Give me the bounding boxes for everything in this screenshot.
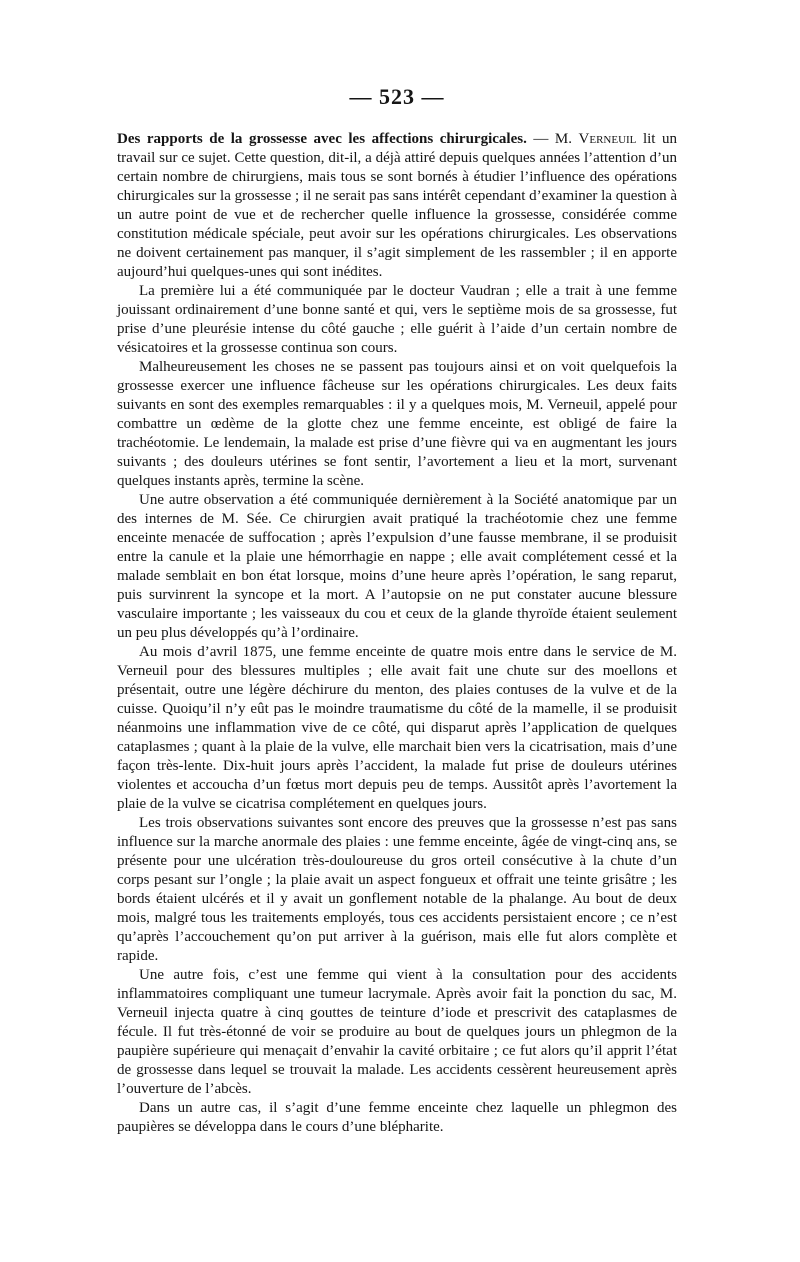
paragraph-societe-anatomique: Une autre observation a été communiquée dernièrement à la Société anatomique par un des internes de M. Sée. Ce chirurgien avait pratiqué la trachéotomie chez une femme enceinte menacée de suffocation ; après l’expulsion d’une fausse membrane, il se produisit entre la canule et la plaie une hémorrhagie en nappe ; elle avait complétement cessé et la malade semblait en bon état lorsque, moins d’une heure après l’opération, le sang reparut, puis survinrent la syncope et la mort. A l’autopsie on ne put constater aucune blessure vasculaire importante ; les vaisseaux du cou et ceux de la glande thyroïde étaient seulement un peu plus développés qu’à l’ordinaire. xyxy=(117,492,677,641)
intro-paragraph xyxy=(117,130,677,282)
section-heading: Des rapports de la grossesse avec les affections chirurgicales. xyxy=(117,131,527,147)
page-number: — 523 — xyxy=(349,84,445,109)
paragraph-vaudran: La première lui a été communiquée par le docteur Vaudran ; elle a trait à une femme jouissant ordinairement d’une bonne santé et qui, vers le septième mois de sa grossesse, fut prise d’une pleurésie intense du côté gauche ; elle guérit à l’aide d’un certain nombre de vésicatoires et la grossesse continua son cours. xyxy=(117,283,677,356)
paragraph-tracheotomy: Malheureusement les choses ne se passent pas toujours ainsi et on voit quelquefois la grossesse exercer une influence fâcheuse sur les opérations chirurgicales. Les deux faits suivants en sont des exemples remarquables : il y a quelques mois, M. Verneuil, appelé pour combattre un œdème de la glotte chez une femme enceinte, est obligé de faire la trachéotomie. Le lendemain, la malade est prise d’une fièvre qui va en augmentant les jours suivants ; des douleurs utérines se font sentir, l’avortement a lieu et la mort, survenant quelques instants après, termine la scène. xyxy=(117,359,677,489)
paragraph-three-observations: Les trois observations suivantes sont encore des preuves que la grossesse n’est pas sans influence sur la marche anormale des plaies : une femme enceinte, âgée de vingt-cinq ans, se présente pour une ulcération très-douloureuse du gros orteil consécutive à la chute d’un corps pesant sur l’ongle ; la plaie avait un aspect fongueux et offrait une teinte grisâtre ; les bords étaient ulcérés et il y avait un gonflement notable de la phalange. Au bout de deux mois, malgré tous les traitements employés, tous ces accidents persistaient encore ; ce n’est qu’après l’accouchement qu’on put arriver à la guérison, mais elle fut alors complète et rapide. xyxy=(117,815,677,964)
paragraph-lacrymal-tumor: Une autre fois, c’est une femme qui vient à la consultation pour des accidents inflammatoires compliquant une tumeur lacrymale. Après avoir fait la ponction du sac, M. Verneuil injecta quatre à cinq gouttes de teinture d’iode et prescrivit des cataplasmes de fécule. Il fut très-étonné de voir se produire au bout de quelques jours un phlegmon de la paupière supérieure qui menaçait d’envahir la cavité orbitaire ; ce fut alors qu’il apprit l’état de grossesse dans lequel se trouvait la malade. Les accidents cessèrent heureusement après l’ouverture de l’abcès. xyxy=(117,967,677,1097)
book-page xyxy=(117,84,677,1137)
paragraph-april-1875: Au mois d’avril 1875, une femme enceinte de quatre mois entre dans le service de M. Verneuil pour des blessures multiples ; elle avait fait une chute sur des moellons et présentait, outre une légère déchirure du menton, des plaies contuses de la vulve et de la cuisse. Quoiqu’il n’y eût pas le moindre traumatisme du côté de la mamelle, il se produisit néanmoins une inflammation vive de ce côté, qui disparut après l’application de quelques cataplasmes ; quant à la plaie de la vulve, elle marchait bien vers la cicatrisation, mais d’une façon très-lente. Dix-huit jours après l’accident, la malade fut prise de douleurs utérines violentes et accoucha d’un fœtus mort depuis peu de temps. Aussitôt après l’avortement la plaie de la vulve se cicatrisa complétement en quelques jours. xyxy=(117,644,677,812)
paragraph-blepharite: Dans un autre cas, il s’agit d’une femme enceinte chez laquelle un phlegmon des paupières se développa dans le cours d’une blépharite. xyxy=(117,1100,677,1135)
heading-dash: — M. xyxy=(526,131,579,147)
author-name: Verneuil xyxy=(578,131,637,147)
intro-text: lit un travail sur ce sujet. Cette question, dit-il, a déjà attiré depuis quelques années l’attention d’un certain nombre de chirurgiens, mais tous se sont bornés à étudier l’influence des opérations chirurgicales sur la grossesse ; il ne serait pas sans intérêt cependant d’examiner la question à un autre point de vue et de rechercher quelle influence la grossesse, considérée comme constitution médicale spéciale, peut avoir sur les opérations chirurgicales. Les observations ne doivent certainement pas manquer, il s’agit simplement de les rassembler ; il en apporte aujourd’hui quelques-unes qui sont inédites. xyxy=(117,131,677,280)
